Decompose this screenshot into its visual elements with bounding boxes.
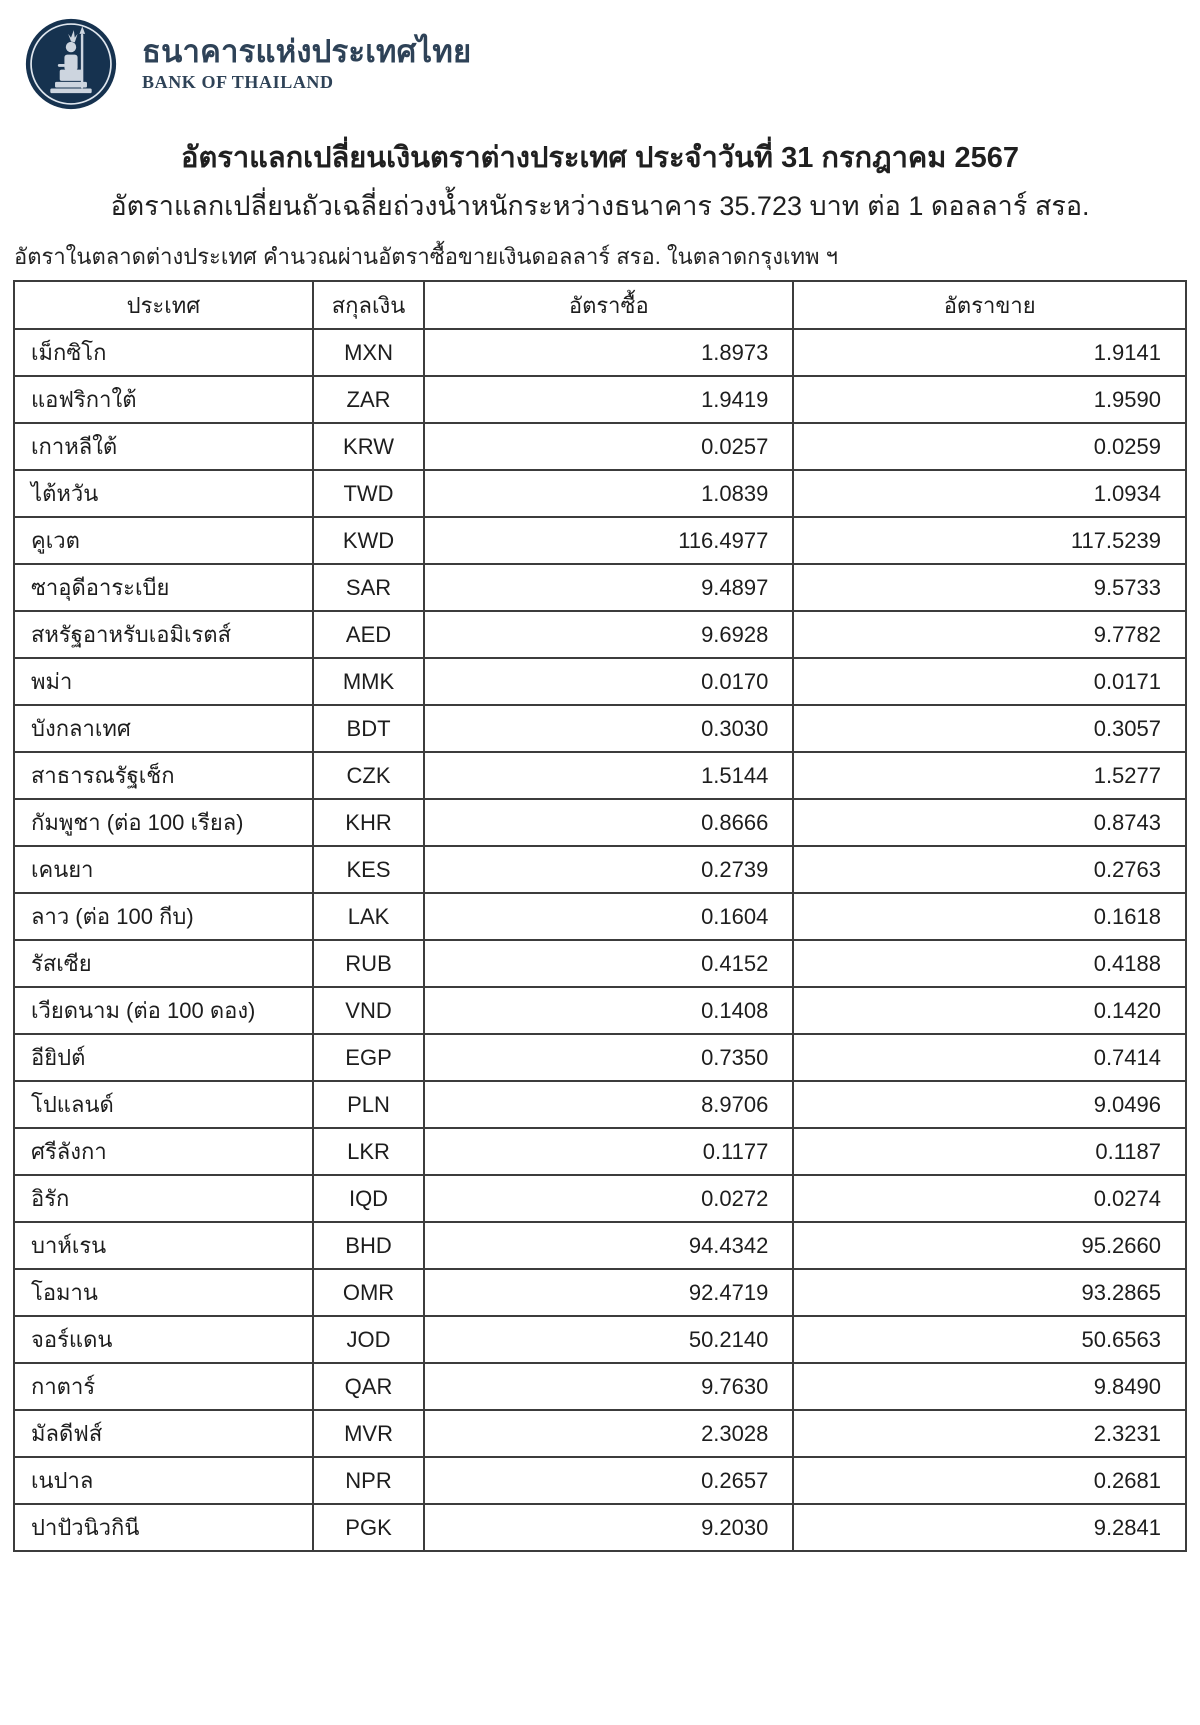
currency-cell: PLN bbox=[313, 1081, 424, 1128]
sell-rate-cell: 0.1187 bbox=[793, 1128, 1186, 1175]
sell-rate-cell: 0.4188 bbox=[793, 940, 1186, 987]
buy-rate-cell: 0.8666 bbox=[424, 799, 793, 846]
buy-rate-cell: 0.3030 bbox=[424, 705, 793, 752]
buy-rate-cell: 9.6928 bbox=[424, 611, 793, 658]
country-cell: บาห์เรน bbox=[14, 1222, 313, 1269]
buy-rate-cell: 116.4977 bbox=[424, 517, 793, 564]
sell-rate-cell: 1.9141 bbox=[793, 329, 1186, 376]
table-row bbox=[14, 1269, 1186, 1316]
buy-rate-cell: 9.2030 bbox=[424, 1504, 793, 1551]
buy-rate-cell: 1.5144 bbox=[424, 752, 793, 799]
sell-rate-cell: 50.6563 bbox=[793, 1316, 1186, 1363]
country-cell: กาตาร์ bbox=[14, 1363, 313, 1410]
table-row bbox=[14, 987, 1186, 1034]
table-row bbox=[14, 1128, 1186, 1175]
buy-rate-cell: 92.4719 bbox=[424, 1269, 793, 1316]
currency-cell: ZAR bbox=[313, 376, 424, 423]
currency-cell: BDT bbox=[313, 705, 424, 752]
country-cell: โปแลนด์ bbox=[14, 1081, 313, 1128]
sell-rate-cell: 0.2763 bbox=[793, 846, 1186, 893]
country-cell: บังกลาเทศ bbox=[14, 705, 313, 752]
sell-rate-cell: 9.7782 bbox=[793, 611, 1186, 658]
sell-rate-cell: 1.5277 bbox=[793, 752, 1186, 799]
currency-cell: IQD bbox=[313, 1175, 424, 1222]
sell-rate-cell: 0.1618 bbox=[793, 893, 1186, 940]
country-cell: สาธารณรัฐเช็ก bbox=[14, 752, 313, 799]
sell-rate-cell: 95.2660 bbox=[793, 1222, 1186, 1269]
country-cell: มัลดีฟส์ bbox=[14, 1410, 313, 1457]
bank-name-english: BANK OF THAILAND bbox=[142, 71, 334, 92]
sell-rate-cell: 9.5733 bbox=[793, 564, 1186, 611]
page-header bbox=[0, 0, 1200, 118]
table-row bbox=[14, 1457, 1186, 1504]
currency-cell: AED bbox=[313, 611, 424, 658]
sell-rate-cell: 0.8743 bbox=[793, 799, 1186, 846]
currency-cell: KES bbox=[313, 846, 424, 893]
sell-rate-cell: 0.1420 bbox=[793, 987, 1186, 1034]
sell-rate-cell: 0.3057 bbox=[793, 705, 1186, 752]
buy-rate-cell: 1.8973 bbox=[424, 329, 793, 376]
currency-cell: JOD bbox=[313, 1316, 424, 1363]
table-row bbox=[14, 611, 1186, 658]
country-cell: จอร์แดน bbox=[14, 1316, 313, 1363]
buy-rate-cell: 50.2140 bbox=[424, 1316, 793, 1363]
table-row bbox=[14, 423, 1186, 470]
currency-cell: MVR bbox=[313, 1410, 424, 1457]
currency-cell: KWD bbox=[313, 517, 424, 564]
currency-cell: TWD bbox=[313, 470, 424, 517]
sell-rate-cell: 93.2865 bbox=[793, 1269, 1186, 1316]
table-row bbox=[14, 893, 1186, 940]
col-header-sell-rate: อัตราขาย bbox=[793, 281, 1186, 329]
table-row bbox=[14, 517, 1186, 564]
buy-rate-cell: 0.2657 bbox=[424, 1457, 793, 1504]
sell-rate-cell: 117.5239 bbox=[793, 517, 1186, 564]
table-row bbox=[14, 329, 1186, 376]
sell-rate-cell: 1.9590 bbox=[793, 376, 1186, 423]
sell-rate-cell: 9.2841 bbox=[793, 1504, 1186, 1551]
currency-cell: KHR bbox=[313, 799, 424, 846]
table-row bbox=[14, 799, 1186, 846]
buy-rate-cell: 1.0839 bbox=[424, 470, 793, 517]
currency-cell: EGP bbox=[313, 1034, 424, 1081]
bank-of-thailand-logo-icon bbox=[24, 17, 118, 111]
table-row bbox=[14, 1222, 1186, 1269]
title-block bbox=[0, 140, 1200, 270]
country-cell: ปาปัวนิวกินี bbox=[14, 1504, 313, 1551]
table-row bbox=[14, 658, 1186, 705]
country-cell: แอฟริกาใต้ bbox=[14, 376, 313, 423]
page-title: อัตราแลกเปลี่ยนเงินตราต่างประเทศ ประจำวันที่ 31 กรกฎาคม 2567 bbox=[181, 142, 1019, 174]
country-cell: เคนยา bbox=[14, 846, 313, 893]
market-note: อัตราในตลาดต่างประเทศ คำนวณผ่านอัตราซื้อขายเงินดอลลาร์ สรอ. ในตลาดกรุงเทพ ฯ bbox=[14, 244, 838, 269]
sell-rate-cell: 0.2681 bbox=[793, 1457, 1186, 1504]
table-row bbox=[14, 752, 1186, 799]
table-row bbox=[14, 1081, 1186, 1128]
currency-cell: NPR bbox=[313, 1457, 424, 1504]
country-cell: ซาอุดีอาระเบีย bbox=[14, 564, 313, 611]
table-row bbox=[14, 846, 1186, 893]
country-cell: สหรัฐอาหรับเอมิเรตส์ bbox=[14, 611, 313, 658]
col-header-buy-rate: อัตราซื้อ bbox=[424, 281, 793, 329]
table-row bbox=[14, 1410, 1186, 1457]
table-row bbox=[14, 940, 1186, 987]
buy-rate-cell: 0.4152 bbox=[424, 940, 793, 987]
currency-cell: LKR bbox=[313, 1128, 424, 1175]
table-row bbox=[14, 376, 1186, 423]
country-cell: คูเวต bbox=[14, 517, 313, 564]
country-cell: ไต้หวัน bbox=[14, 470, 313, 517]
buy-rate-cell: 8.9706 bbox=[424, 1081, 793, 1128]
col-header-country: ประเทศ bbox=[14, 281, 313, 329]
country-cell: รัสเซีย bbox=[14, 940, 313, 987]
buy-rate-cell: 9.7630 bbox=[424, 1363, 793, 1410]
country-cell: เนปาล bbox=[14, 1457, 313, 1504]
table-row bbox=[14, 705, 1186, 752]
table-row bbox=[14, 1034, 1186, 1081]
weighted-average-subtitle: อัตราแลกเปลี่ยนถัวเฉลี่ยถ่วงน้ำหนักระหว่างธนาคาร 35.723 บาท ต่อ 1 ดอลลาร์ สรอ. bbox=[110, 191, 1090, 222]
sell-rate-cell: 0.0274 bbox=[793, 1175, 1186, 1222]
country-cell: พม่า bbox=[14, 658, 313, 705]
country-cell: เม็กซิโก bbox=[14, 329, 313, 376]
buy-rate-cell: 1.9419 bbox=[424, 376, 793, 423]
col-header-currency: สกุลเงิน bbox=[313, 281, 424, 329]
buy-rate-cell: 0.2739 bbox=[424, 846, 793, 893]
country-cell: กัมพูชา (ต่อ 100 เรียล) bbox=[14, 799, 313, 846]
country-cell: ลาว (ต่อ 100 กีบ) bbox=[14, 893, 313, 940]
buy-rate-cell: 2.3028 bbox=[424, 1410, 793, 1457]
table-row bbox=[14, 1363, 1186, 1410]
table-row bbox=[14, 1175, 1186, 1222]
country-cell: โอมาน bbox=[14, 1269, 313, 1316]
buy-rate-cell: 94.4342 bbox=[424, 1222, 793, 1269]
currency-cell: MMK bbox=[313, 658, 424, 705]
sell-rate-cell: 9.8490 bbox=[793, 1363, 1186, 1410]
table-row bbox=[14, 1504, 1186, 1551]
bank-name-thai: ธนาคารแห่งประเทศไทย bbox=[142, 34, 472, 70]
sell-rate-cell: 0.0259 bbox=[793, 423, 1186, 470]
table-row bbox=[14, 564, 1186, 611]
currency-cell: QAR bbox=[313, 1363, 424, 1410]
buy-rate-cell: 9.4897 bbox=[424, 564, 793, 611]
buy-rate-cell: 0.0170 bbox=[424, 658, 793, 705]
table-row bbox=[14, 1316, 1186, 1363]
bank-name-block bbox=[142, 35, 471, 92]
currency-cell: VND bbox=[313, 987, 424, 1034]
currency-cell: PGK bbox=[313, 1504, 424, 1551]
currency-cell: KRW bbox=[313, 423, 424, 470]
currency-cell: OMR bbox=[313, 1269, 424, 1316]
country-cell: อียิปต์ bbox=[14, 1034, 313, 1081]
sell-rate-cell: 2.3231 bbox=[793, 1410, 1186, 1457]
currency-cell: CZK bbox=[313, 752, 424, 799]
sell-rate-cell: 0.0171 bbox=[793, 658, 1186, 705]
table-row bbox=[14, 470, 1186, 517]
buy-rate-cell: 0.1604 bbox=[424, 893, 793, 940]
currency-cell: SAR bbox=[313, 564, 424, 611]
country-cell: ศรีลังกา bbox=[14, 1128, 313, 1175]
buy-rate-cell: 0.1408 bbox=[424, 987, 793, 1034]
sell-rate-cell: 0.7414 bbox=[793, 1034, 1186, 1081]
buy-rate-cell: 0.0257 bbox=[424, 423, 793, 470]
country-cell: เวียดนาม (ต่อ 100 ดอง) bbox=[14, 987, 313, 1034]
currency-cell: MXN bbox=[313, 329, 424, 376]
currency-cell: BHD bbox=[313, 1222, 424, 1269]
country-cell: เกาหลีใต้ bbox=[14, 423, 313, 470]
sell-rate-cell: 1.0934 bbox=[793, 470, 1186, 517]
currency-cell: RUB bbox=[313, 940, 424, 987]
currency-cell: LAK bbox=[313, 893, 424, 940]
buy-rate-cell: 0.0272 bbox=[424, 1175, 793, 1222]
exchange-rates-table bbox=[13, 280, 1187, 1552]
country-cell: อิรัก bbox=[14, 1175, 313, 1222]
buy-rate-cell: 0.1177 bbox=[424, 1128, 793, 1175]
sell-rate-cell: 9.0496 bbox=[793, 1081, 1186, 1128]
buy-rate-cell: 0.7350 bbox=[424, 1034, 793, 1081]
table-header-row bbox=[14, 281, 1186, 329]
